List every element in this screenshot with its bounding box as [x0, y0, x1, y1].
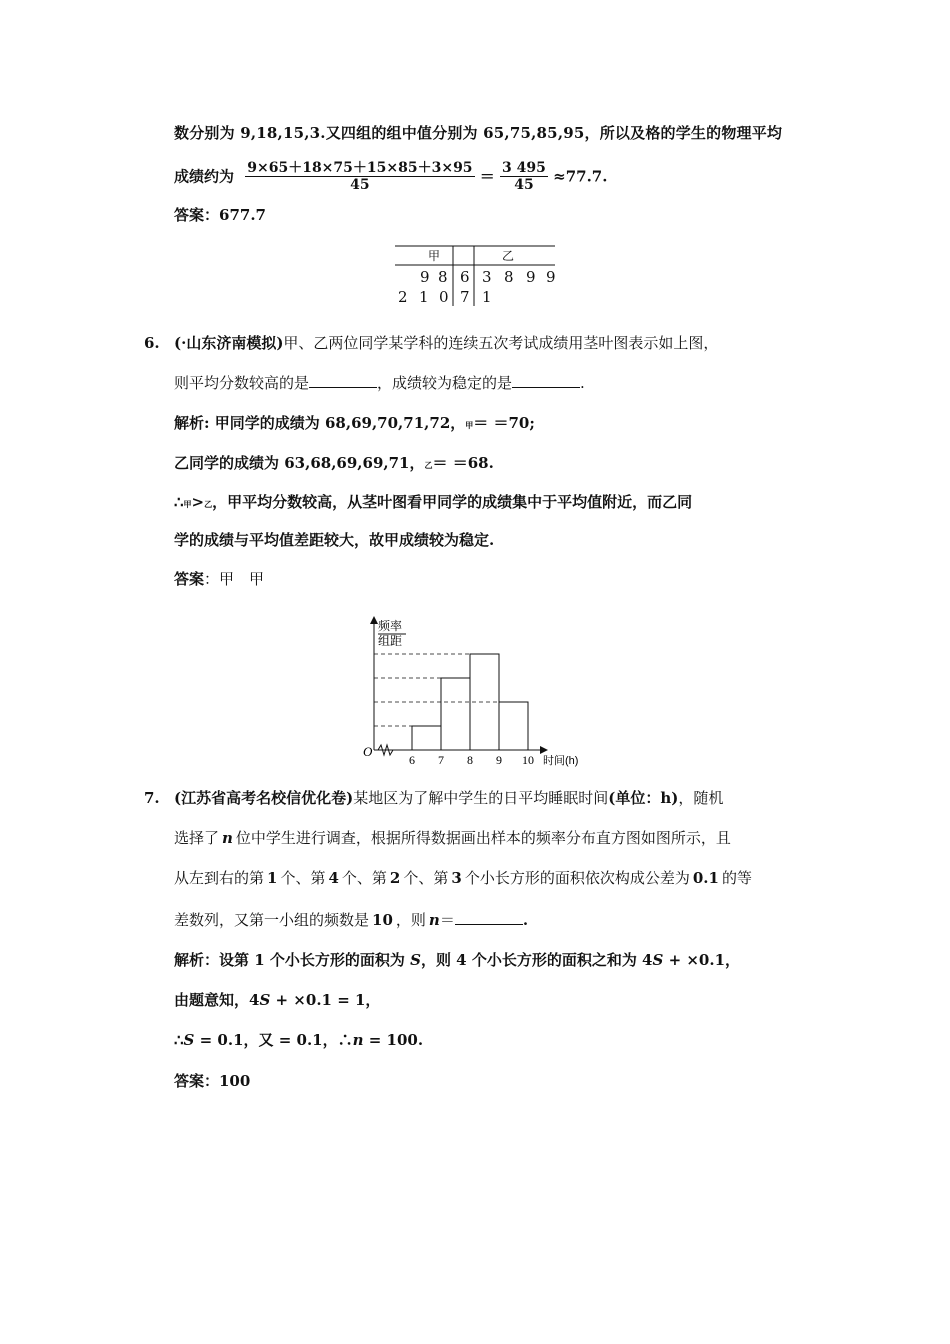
stem-value: 6	[460, 268, 470, 286]
equals-sign: ＝	[479, 167, 495, 186]
fraction-2	[500, 160, 548, 193]
q7-text-3d: 个、第	[403, 869, 449, 887]
q7-text-1c: ，随机	[678, 789, 724, 807]
q7-num-1: 1	[267, 869, 278, 887]
leaf-left: 1	[419, 288, 429, 306]
q7-num-01: 0.1	[692, 869, 719, 887]
q6-text-2c: .	[580, 374, 585, 392]
q6-solution-3-sub1: 甲	[183, 499, 192, 509]
q7-var-S: S	[410, 951, 421, 969]
y-label-bottom: 组距	[378, 634, 403, 648]
q7-num-3: 3	[451, 869, 462, 887]
x-tick-label: 9	[496, 753, 502, 767]
q6-text-2b: ，成绩较为稳定的是	[377, 374, 513, 392]
q7-text-3b: 个、第	[280, 869, 326, 887]
q7-text-3e: 个小长方形的面积依次构成公差为	[464, 869, 690, 887]
q7-solution-3	[174, 1030, 423, 1050]
q7-num-4: 4	[328, 869, 339, 887]
q6-line-2	[174, 372, 585, 393]
q6-solution-3-gt: >	[191, 493, 205, 511]
q6-solution-1	[174, 413, 535, 435]
leaf-right: 9	[546, 268, 556, 286]
q6-solution-2-sub: 乙	[424, 460, 433, 470]
q6-solution-2b: ＝ ＝68.	[432, 454, 494, 472]
leaf-right: 8	[504, 268, 514, 286]
stem-leaf-header-right: 乙	[502, 249, 515, 263]
prev-line-2-prefix: 成绩约为	[174, 167, 235, 186]
q6-text-1: 甲、乙两位同学某学科的连续五次考试成绩用茎叶图表示如上图，	[283, 334, 719, 352]
q6-answer-label: 答案	[174, 570, 205, 588]
x-tick-label: 8	[467, 753, 473, 767]
leaf-left: 2	[398, 288, 408, 306]
q7-solution-3b: = 0.1，又 = 0.1，∴	[194, 1031, 353, 1049]
q7-text-3c: 个、第	[341, 869, 387, 887]
histogram-bar	[441, 678, 470, 750]
q6-solution-3b: ，甲平均分数较高，从茎叶图看甲同学的成绩集中于平均值附近，而乙同	[212, 493, 693, 511]
prev-line-1: 数分别为 9,18,15,3.又四组的组中值分别为 65,75,85,95，所以及格的学生的物理平均	[174, 124, 783, 142]
prev-line-2	[174, 160, 607, 200]
q7-text-2a: 选择了	[174, 829, 220, 847]
q7-solution-1b: ，则 4 个小长方形的面积之和为 4	[420, 951, 653, 969]
q6-solution-1b: ＝ ＝70;	[473, 414, 535, 432]
leaf-right: 3	[482, 268, 492, 286]
leaf-right: 1	[482, 288, 492, 306]
q6-solution-3a: ∴	[174, 493, 184, 511]
q6-text-2a: 则平均分数较高的是	[174, 374, 310, 392]
q7-line-4	[174, 909, 528, 930]
q7-solution-1a: 解析：设第 1 个小长方形的面积为	[174, 951, 411, 969]
q7-text-4d: .	[522, 911, 529, 929]
q6-number: 6.	[144, 334, 160, 352]
q7-var-S-3: S	[259, 991, 271, 1009]
q6-answer-value: ：甲 甲	[204, 570, 265, 588]
q7-blank	[455, 909, 523, 925]
prev-answer-value: 677.7	[219, 206, 266, 224]
y-label-top: 频率	[378, 619, 403, 633]
q7-num-2: 2	[389, 869, 401, 887]
prev-answer-label: 答案：	[174, 206, 220, 224]
q7-solution-1	[174, 950, 740, 970]
q7-text-2b: 位中学生进行调查，根据所得数据画出样本的频率分布直方图如图所示，且	[235, 829, 731, 847]
q7-number: 7.	[144, 789, 160, 807]
fraction-1-numerator: 9×65＋18×75＋15×85＋3×95	[247, 160, 473, 176]
q7-text-1b: (单位：h)	[608, 789, 679, 807]
q7-solution-1c: + ×0.1，	[663, 951, 741, 969]
histogram-bar	[412, 726, 441, 750]
q6-solution-3	[174, 492, 692, 514]
q7-line-2	[174, 828, 731, 848]
leaf-left: 9	[420, 268, 430, 286]
q6-solution-1-sub: 甲	[465, 420, 474, 430]
q6-solution-label: 解析:	[174, 414, 210, 432]
q7-text-4a: 差数列，又第一小组的频数是	[174, 911, 370, 929]
fraction-2-numerator: 3 495	[502, 160, 546, 176]
q7-var-n-2: n	[428, 911, 440, 929]
q7-line-1	[174, 788, 723, 808]
q7-var-n-3: n	[352, 1031, 364, 1049]
q7-text-4b: ，则	[395, 911, 426, 929]
q7-solution-2b: + ×0.1 = 1，	[270, 991, 381, 1009]
x-tick-label: 7	[438, 753, 444, 767]
fraction-2-denominator: 45	[514, 177, 534, 193]
q7-var-S-2: S	[652, 951, 664, 969]
origin-label: O	[363, 744, 373, 759]
q6-solution-2	[174, 453, 494, 475]
q7-solution-3c: = 100.	[363, 1031, 424, 1049]
q7-var-S-4: S	[183, 1031, 195, 1049]
x-tick-label: 10	[522, 753, 534, 767]
q6-line-1	[174, 333, 718, 353]
q7-solution-3a: ∴	[174, 1031, 184, 1049]
fraction-1	[245, 160, 474, 193]
stem-leaf-header-left: 甲	[428, 249, 441, 263]
prev-answer	[174, 205, 266, 225]
stem-value: 7	[460, 288, 470, 306]
leaf-right: 9	[526, 268, 536, 286]
q7-var-n: n	[222, 829, 233, 847]
q7-text-3a: 从左到右的第	[174, 869, 265, 887]
approx-result: ≈77.7.	[553, 167, 608, 186]
q7-answer: 答案：100	[174, 1072, 251, 1090]
q6-blank-1	[309, 372, 377, 388]
q6-answer	[174, 569, 264, 589]
x-axis-label: 时间(h)	[543, 755, 579, 767]
leaf-left: 8	[438, 268, 448, 286]
leaf-left: 0	[439, 288, 449, 306]
q7-text-3f: 的等	[721, 869, 752, 887]
q6-solution-4: 学的成绩与平均值差距较大，故甲成绩较为稳定.	[174, 531, 495, 549]
q7-line-3	[174, 868, 752, 888]
q7-text-1a: 某地区为了解中学生的日平均睡眠时间	[353, 789, 609, 807]
q7-text-4c: ＝	[439, 911, 455, 929]
histogram-bar	[499, 702, 528, 750]
q7-solution-2	[174, 990, 380, 1010]
q6-solution-3-sub2: 乙	[204, 499, 213, 509]
q6-solution-1a: 甲同学的成绩为 68,69,70,71,72，	[209, 414, 466, 432]
q7-source: (江苏省高考名校信优化卷)	[174, 789, 354, 807]
q7-solution-2a: 由题意知，4	[174, 991, 260, 1009]
fraction-1-denominator: 45	[350, 177, 370, 193]
q7-num-10: 10	[372, 911, 393, 929]
q6-source: (·山东济南模拟)	[174, 334, 284, 352]
x-tick-label: 6	[409, 753, 415, 767]
q6-solution-2a: 乙同学的成绩为 63,68,69,69,71，	[174, 454, 425, 472]
histogram-chart	[360, 614, 590, 770]
q6-blank-2	[512, 372, 580, 388]
